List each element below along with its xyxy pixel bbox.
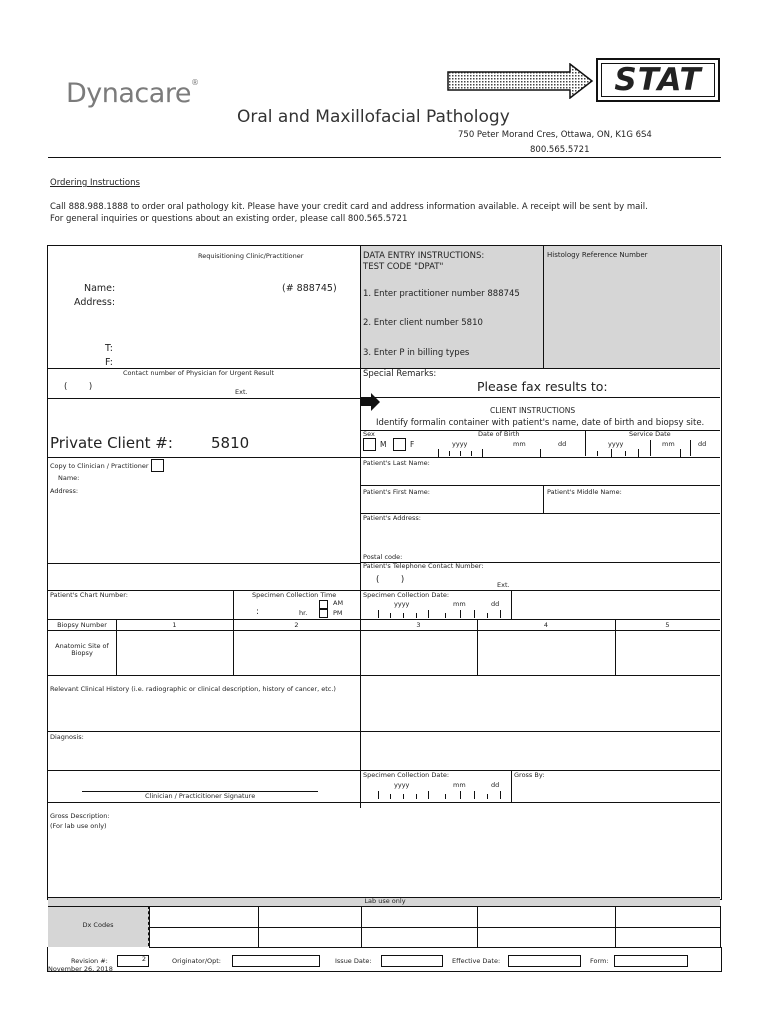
client-instructions-heading: CLIENT INSTRUCTIONS bbox=[490, 406, 576, 415]
copy-to-clinician-checkbox[interactable] bbox=[151, 459, 164, 472]
page-title: Oral and Maxillofacial Pathology bbox=[237, 107, 510, 127]
issue-date-label: Issue Date: bbox=[335, 957, 372, 965]
client-instructions-text: Identify formalin container with patient's name, date of birth and biopsy site. bbox=[376, 418, 705, 428]
private-client-number: 5810 bbox=[211, 434, 250, 452]
biopsy-number-1: 1 bbox=[172, 621, 177, 629]
originator-label: Originator/Opt: bbox=[172, 957, 221, 965]
service-date-label: Service Date bbox=[629, 430, 671, 438]
diagnosis-label: Diagnosis: bbox=[50, 733, 84, 741]
histology-label: Histology Reference Number bbox=[547, 251, 648, 259]
sex-label: Sex bbox=[363, 430, 375, 438]
dx-code-field-4[interactable] bbox=[477, 906, 616, 928]
collection-time-label: Specimen Collection Time bbox=[252, 591, 337, 599]
service-dd: dd bbox=[698, 440, 707, 448]
chart-number-label: Patient's Chart Number: bbox=[50, 591, 128, 599]
revision-value: 2 bbox=[141, 955, 146, 963]
anatomic-site-label: Anatomic Site of Biopsy bbox=[55, 642, 109, 658]
ordering-line-2: For general inquiries or questions about an existing order, please call 800.565.5721 bbox=[50, 214, 408, 224]
pm-label: PM bbox=[333, 609, 343, 617]
lab-address: 750 Peter Morand Cres, Ottawa, ON, K1G 6S4 bbox=[458, 130, 652, 140]
fax-results-label: Please fax results to: bbox=[477, 379, 608, 394]
effective-date-field[interactable] bbox=[508, 955, 581, 967]
signature-dd: dd bbox=[491, 781, 500, 789]
special-remarks-label: Special Remarks: bbox=[363, 369, 437, 379]
lab-use-only-label: Lab use only bbox=[364, 897, 406, 905]
effective-date-label: Effective Date: bbox=[452, 957, 501, 965]
practitioner-number: (# 888745) bbox=[282, 283, 337, 294]
data-entry-heading-1: DATA ENTRY INSTRUCTIONS: bbox=[363, 251, 485, 261]
header-divider bbox=[48, 157, 721, 158]
time-colon: : bbox=[256, 607, 259, 617]
urgent-contact-paren: ( ) bbox=[64, 382, 93, 392]
signature-mm: mm bbox=[453, 781, 466, 789]
practitioner-heading: Requisitioning Clinic/Practitioner bbox=[198, 252, 304, 260]
data-entry-heading-2: TEST CODE "DPAT" bbox=[363, 262, 444, 272]
gross-description-label: Gross Description: bbox=[50, 812, 110, 820]
service-yyyy: yyyy bbox=[608, 440, 624, 448]
dx-code-field-10[interactable] bbox=[615, 927, 721, 948]
pm-checkbox[interactable] bbox=[319, 609, 328, 618]
data-entry-step-2: 2. Enter client number 5810 bbox=[363, 318, 483, 328]
biopsy-number-label: Biopsy Number bbox=[57, 621, 107, 629]
pointer-arrow-icon bbox=[361, 393, 381, 411]
dx-code-field-5[interactable] bbox=[615, 906, 721, 928]
biopsy-number-3: 3 bbox=[416, 621, 421, 629]
sex-female-label: F bbox=[410, 440, 415, 449]
service-mm: mm bbox=[662, 440, 675, 448]
hr-label: hr. bbox=[299, 609, 308, 617]
address-label: Address: bbox=[74, 297, 116, 308]
sex-male-checkbox[interactable] bbox=[363, 438, 376, 451]
am-label: AM bbox=[333, 599, 344, 607]
issue-date-field[interactable] bbox=[381, 955, 443, 967]
patient-last-name-label: Patient's Last Name: bbox=[363, 459, 430, 467]
dx-codes-label: Dx Codes bbox=[82, 921, 114, 929]
urgent-contact-label: Contact number of Physician for Urgent Result bbox=[123, 369, 275, 377]
dob-yyyy: yyyy bbox=[452, 440, 468, 448]
patient-address-label: Patient's Address: bbox=[363, 514, 421, 522]
footer-date: November 26, 2018 bbox=[48, 965, 113, 973]
name-label: Name: bbox=[84, 283, 116, 294]
collection-date-label: Specimen Collection Date: bbox=[363, 591, 450, 599]
dx-code-field-1[interactable] bbox=[149, 906, 259, 928]
copy-to-clinician-label: Copy to Clinician / Practitioner bbox=[50, 463, 149, 470]
private-client-label: Private Client #: bbox=[50, 434, 173, 452]
copy-address-label: Address: bbox=[50, 487, 79, 495]
collection-yyyy: yyyy bbox=[394, 600, 410, 608]
lab-phone: 800.565.5721 bbox=[530, 145, 590, 155]
dob-label: Date of Birth bbox=[478, 430, 520, 438]
urgent-ext-label: Ext. bbox=[235, 388, 248, 396]
dx-code-field-3[interactable] bbox=[361, 906, 478, 928]
arrow-right-icon bbox=[446, 63, 594, 99]
telephone-label: T: bbox=[105, 343, 113, 354]
biopsy-number-2: 2 bbox=[294, 621, 299, 629]
dob-mm: mm bbox=[513, 440, 526, 448]
collection-mm: mm bbox=[453, 600, 466, 608]
logo-text: Dynacare bbox=[66, 78, 191, 109]
dx-code-field-9[interactable] bbox=[477, 927, 616, 948]
revision-label: Revision #: bbox=[71, 957, 108, 965]
clinical-history-label: Relevant Clinical History (i.e. radiographic or clinical description, history of cancer, etc.) bbox=[50, 685, 336, 693]
signature-date-label: Specimen Collection Date: bbox=[363, 771, 450, 779]
gross-by-label: Gross By: bbox=[514, 771, 545, 779]
patient-middle-name-label: Patient's Middle Name: bbox=[547, 488, 622, 496]
biopsy-number-5: 5 bbox=[665, 621, 670, 629]
biopsy-number-4: 4 bbox=[543, 621, 549, 629]
copy-name-label: Name: bbox=[58, 474, 80, 482]
patient-first-name-label: Patient's First Name: bbox=[363, 488, 430, 496]
stat-label: STAT bbox=[614, 62, 702, 98]
ordering-heading: Ordering Instructions bbox=[50, 178, 140, 188]
dob-dd: dd bbox=[558, 440, 567, 448]
dx-code-field-7[interactable] bbox=[258, 927, 362, 948]
originator-field[interactable] bbox=[232, 955, 320, 967]
am-checkbox[interactable] bbox=[319, 600, 328, 609]
dx-code-field-8[interactable] bbox=[361, 927, 478, 948]
patient-phone-ext: Ext. bbox=[497, 581, 510, 589]
revision-field[interactable] bbox=[117, 955, 149, 967]
sex-male-label: M bbox=[380, 440, 387, 449]
data-entry-step-3: 3. Enter P in billing types bbox=[363, 348, 470, 358]
collection-dd: dd bbox=[491, 600, 500, 608]
signature-yyyy: yyyy bbox=[394, 781, 410, 789]
dynacare-logo: Dynacare® bbox=[66, 78, 199, 109]
postal-code-label: Postal code: bbox=[363, 553, 403, 561]
data-entry-step-1: 1. Enter practitioner number 888745 bbox=[363, 289, 520, 299]
sex-female-checkbox[interactable] bbox=[393, 438, 406, 451]
patient-phone-paren: ( ) bbox=[376, 575, 405, 585]
signature-label: Clinician / Practicitioner Signature bbox=[145, 792, 256, 800]
patient-phone-label: Patient's Telephone Contact Number: bbox=[363, 562, 484, 570]
form-label: Form: bbox=[590, 957, 609, 965]
dx-code-field-2[interactable] bbox=[258, 906, 362, 928]
stat-box bbox=[596, 58, 720, 102]
form-field[interactable] bbox=[614, 955, 688, 967]
dx-code-field-6[interactable] bbox=[149, 927, 259, 948]
ordering-line-1: Call 888.988.1888 to order oral pathology kit. Please have your credit card and address information available. A receipt will be sent by mail. bbox=[50, 202, 648, 212]
gross-lab-use-label: (For lab use only) bbox=[50, 822, 107, 830]
fax-label: F: bbox=[105, 357, 113, 368]
